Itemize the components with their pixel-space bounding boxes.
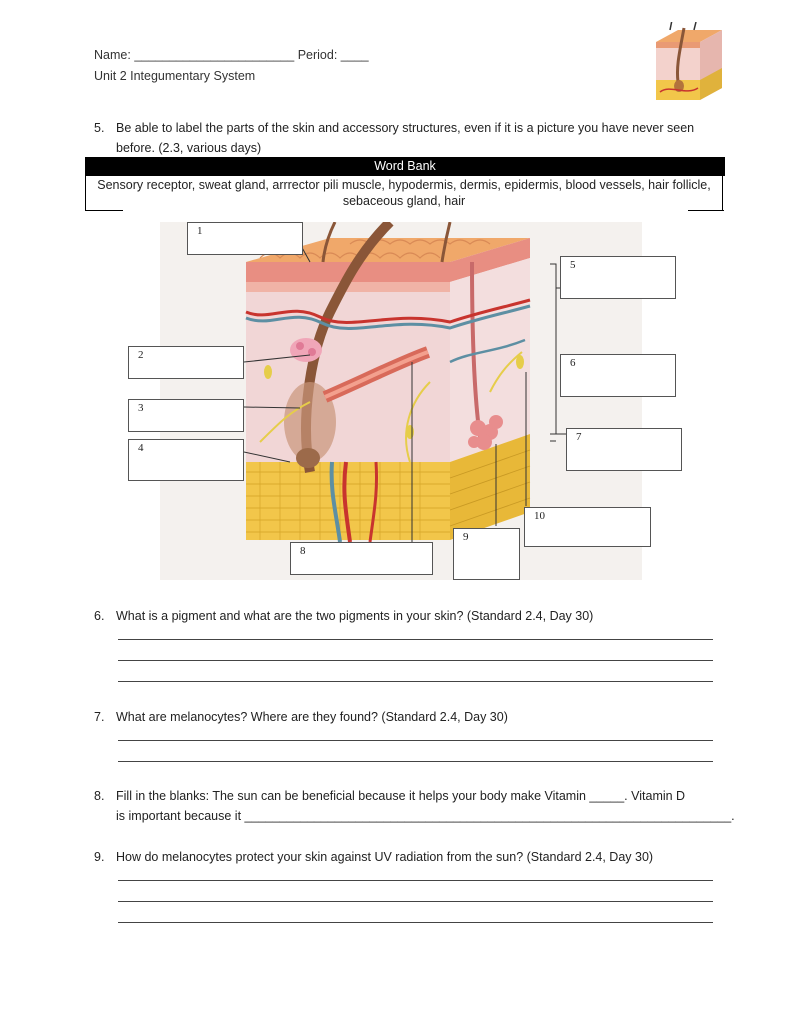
question-number: 8. (94, 789, 105, 803)
period-blank[interactable]: ____ (340, 48, 369, 62)
answer-line[interactable] (118, 901, 713, 902)
answer-line[interactable] (118, 639, 713, 640)
label-number: 4 (138, 442, 144, 454)
question-9 (94, 847, 719, 867)
question-number: 5. (94, 121, 105, 135)
diagram-label-5[interactable] (560, 256, 676, 299)
question-text: What is a pigment and what are the two pigments in your skin? (Standard 2.4, Day 30) (116, 609, 594, 623)
label-number: 1 (197, 225, 203, 237)
label-number: 10 (534, 510, 545, 522)
question-text: Be able to label the parts of the skin and accessory structures, even if it is a picture you have never seen before. (2.3, various days) (116, 121, 695, 155)
diagram-label-8[interactable] (290, 542, 433, 575)
label-number: 3 (138, 402, 144, 414)
question-text: How do melanocytes protect your skin against UV radiation from the sun? (Standard 2.4, Day 30) (116, 850, 654, 864)
diagram-label-9[interactable] (453, 528, 520, 580)
sebaceous-gland (290, 338, 322, 362)
label-number: 9 (463, 531, 469, 543)
word-bank-border (85, 210, 123, 211)
word-bank-title: Word Bank (85, 157, 725, 176)
diagram-label-7[interactable] (566, 428, 682, 471)
question-text-line-1: Fill in the blanks: The sun can be beneficial because it helps your body make Vitamin _____. Vitamin D (116, 789, 686, 803)
question-8 (94, 786, 735, 826)
diagram-label-4[interactable] (128, 439, 244, 481)
answer-line[interactable] (118, 922, 713, 923)
question-6 (94, 606, 719, 626)
question-number: 7. (94, 710, 105, 724)
label-number: 2 (138, 349, 144, 361)
question-text: What are melanocytes? Where are they found? (Standard 2.4, Day 30) (116, 710, 508, 724)
unit-title: Unit 2 Integumentary System (94, 69, 256, 83)
diagram-label-1[interactable] (187, 222, 303, 255)
label-number: 8 (300, 545, 306, 557)
question-7 (94, 707, 719, 727)
word-bank-border (688, 210, 724, 211)
label-number: 5 (570, 259, 576, 271)
answer-line[interactable] (118, 761, 713, 762)
name-label: Name: (94, 48, 131, 62)
skin-cube-icon (650, 22, 728, 104)
question-number: 6. (94, 609, 105, 623)
diagram-label-3[interactable] (128, 399, 244, 432)
label-number: 6 (570, 357, 576, 369)
answer-line[interactable] (118, 740, 713, 741)
answer-line[interactable] (118, 880, 713, 881)
question-number: 9. (94, 850, 105, 864)
diagram-label-10[interactable] (524, 507, 651, 547)
answer-line[interactable] (118, 660, 713, 661)
answer-line[interactable] (118, 681, 713, 682)
label-number: 7 (576, 431, 582, 443)
question-text-line-2: is important because it ______________________________________________________________________. (116, 809, 735, 823)
diagram-label-6[interactable] (560, 354, 676, 397)
name-blank[interactable]: _______________________ (134, 48, 295, 62)
period-label: Period: (297, 48, 338, 62)
word-bank-words: Sensory receptor, sweat gland, arrrector pili muscle, hypodermis, dermis, epidermis, blood vessels, hair follicle, sebaceous gland, hair (85, 176, 723, 210)
diagram-label-2[interactable] (128, 346, 244, 379)
name-period-line (94, 48, 369, 62)
question-5 (94, 118, 719, 158)
